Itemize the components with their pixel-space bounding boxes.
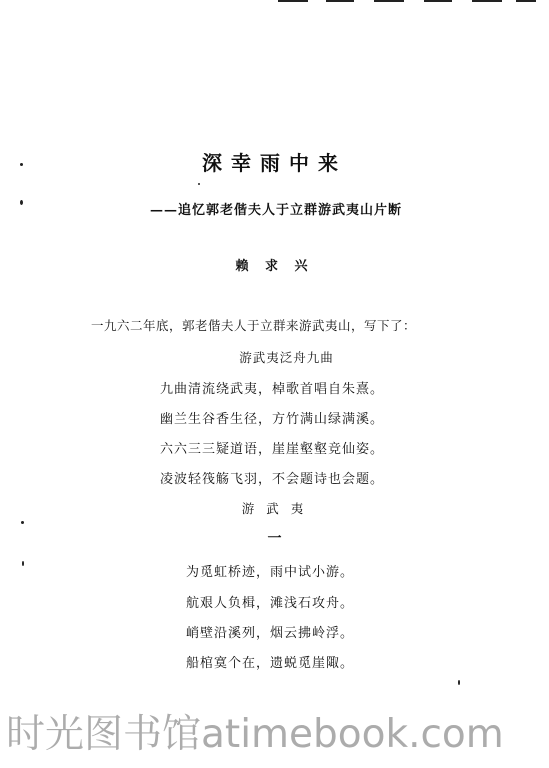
poem2-line: 航艰人负楫，滩浅石攻舟。 (186, 596, 355, 611)
poem2-line: 峭壁沿溪列，烟云拂岭浮。 (186, 626, 355, 641)
top-rule (278, 0, 308, 2)
poem1-line: 幽兰生谷香生径，方竹满山绿满溪。 (160, 412, 385, 427)
poem2-title: 游 武 夷 (241, 501, 308, 516)
poem1-line: 凌波轻筏觞飞羽，不会题诗也会题。 (160, 472, 385, 487)
poem2-line: 船棺寞个在，遗蜕觅崖陬。 (186, 656, 355, 671)
top-rule (424, 0, 452, 2)
poem1-line: 九曲清流绕武夷，棹歌首唱自朱熹。 (160, 382, 385, 397)
scan-speck (20, 200, 23, 205)
poem1-line: 六六三三疑道语，崖崖壑壑竞仙姿。 (160, 442, 385, 457)
poem1-title: 游武夷泛舟九曲 (239, 350, 334, 365)
poem2-line: 为觅虹桥迹，雨中试小游。 (186, 565, 355, 580)
article-title: 深幸雨中来 (202, 151, 347, 175)
scan-speck (22, 561, 24, 566)
intro-paragraph: 一九六二年底，郭老偕夫人于立群来游武夷山，写下了： (91, 318, 417, 333)
top-rule (516, 0, 536, 2)
scan-speck (21, 521, 24, 524)
poem2-section-number: 一 (267, 531, 282, 547)
top-rule (472, 0, 502, 2)
top-rule (326, 0, 354, 2)
top-rule (374, 0, 404, 2)
scan-speck (198, 183, 200, 185)
author-name: 赖 求 兴 (235, 259, 314, 274)
scan-speck (458, 680, 460, 685)
watermark: 时光图书馆atimebook.com (6, 712, 504, 757)
article-subtitle: ——追忆郭老偕夫人于立群游武夷山片断 (150, 203, 403, 218)
